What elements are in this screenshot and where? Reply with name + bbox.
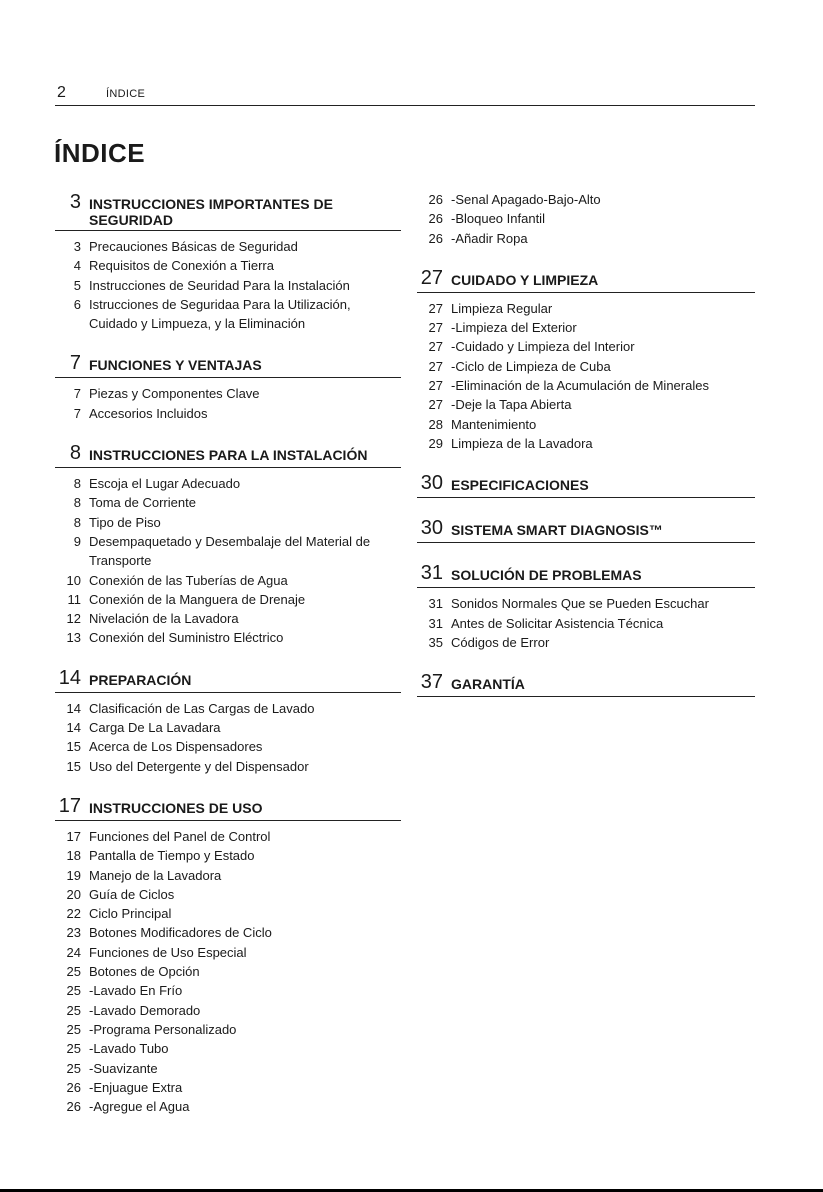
entry-page-number: 31 xyxy=(428,615,443,631)
entry-page-number: 26 xyxy=(428,211,443,227)
entry-page-number: 26 xyxy=(428,192,443,207)
entry-page-number: 28 xyxy=(428,416,443,432)
entry-page-number: 25 xyxy=(66,1021,81,1037)
entry-page-number: 14 xyxy=(66,700,81,716)
section-title: INSTRUCCIONES IMPORTANTES DE SEGURIDAD xyxy=(89,196,333,228)
entry-title: Nivelación de la Lavadora xyxy=(89,611,239,627)
entry-title: -Ciclo de Limpieza de Cuba xyxy=(451,358,611,374)
toc-section xyxy=(417,670,755,697)
entry-page-number: 26 xyxy=(66,1079,81,1095)
header-title: ÍNDICE xyxy=(106,88,146,100)
section-title: SISTEMA SMART DIAGNOSIS™ xyxy=(451,522,663,539)
toc-entry[interactable] xyxy=(55,590,401,609)
toc-entry[interactable] xyxy=(55,256,401,275)
toc-entry[interactable] xyxy=(55,757,401,776)
entry-page-number: 27 xyxy=(428,339,443,355)
section-header[interactable] xyxy=(417,670,755,697)
entry-title: Manejo de la Lavadora xyxy=(89,867,222,883)
entry-title: Funciones de Uso Especial xyxy=(89,944,247,960)
section-title: INSTRUCCIONES DE USO xyxy=(89,799,263,816)
toc-entry[interactable] xyxy=(417,434,755,453)
toc-entry[interactable] xyxy=(55,904,401,923)
toc-entry[interactable] xyxy=(55,737,401,756)
toc-section xyxy=(55,351,401,423)
entry-page-number: 25 xyxy=(66,1002,81,1018)
toc-section xyxy=(417,561,755,652)
toc-entry[interactable] xyxy=(417,209,755,228)
section-page-number: 17 xyxy=(58,794,81,817)
entry-page-number: 29 xyxy=(428,435,443,451)
entry-page-number: 13 xyxy=(66,630,81,646)
right-sections xyxy=(417,266,755,697)
entry-title: Limpieza de la Lavadora xyxy=(451,435,593,451)
section-page-number: 27 xyxy=(420,266,443,289)
toc-entry[interactable] xyxy=(55,276,401,295)
toc-entry[interactable] xyxy=(417,614,755,633)
entry-title: -Suavizante xyxy=(89,1060,158,1076)
toc-entry[interactable] xyxy=(55,384,401,403)
entry-page-number: 27 xyxy=(428,378,443,394)
entry-title: Conexión del Suministro Eléctrico xyxy=(89,630,284,646)
entry-page-number: 26 xyxy=(66,1099,81,1115)
entry-page-number: 22 xyxy=(66,906,81,922)
entry-page-number: 15 xyxy=(66,739,81,755)
entry-title: Requisitos de Conexión a Tierra xyxy=(89,258,274,274)
entry-title: -Lavado En Frío xyxy=(89,983,183,999)
toc-entry[interactable] xyxy=(55,885,401,904)
entry-page-number: 25 xyxy=(66,1060,81,1076)
toc-entry[interactable] xyxy=(55,474,401,493)
toc-entry[interactable] xyxy=(55,609,401,628)
toc-right-column xyxy=(417,190,755,715)
entry-title: Clasificación de Las Cargas de Lavado xyxy=(89,700,315,716)
page-title: ÍNDICE xyxy=(54,138,146,168)
entry-page-number: 12 xyxy=(66,611,81,627)
entry-title: Botones Modificadores de Ciclo xyxy=(89,925,272,941)
toc-entry[interactable] xyxy=(55,404,401,423)
entry-page-number: 27 xyxy=(428,358,443,374)
section-header[interactable] xyxy=(55,351,401,378)
entry-page-number: 24 xyxy=(66,944,81,960)
entry-title: -Senal Apagado-Bajo-Alto xyxy=(451,192,601,207)
entry-page-number: 26 xyxy=(428,230,443,246)
toc-entry[interactable] xyxy=(55,628,401,647)
entry-title: Funciones del Panel de Control xyxy=(89,828,271,844)
entry-page-number: 7 xyxy=(73,386,81,402)
toc-entry[interactable] xyxy=(55,981,401,1000)
entry-page-number: 31 xyxy=(428,596,443,612)
section-header[interactable] xyxy=(55,190,401,231)
entry-title: Mantenimiento xyxy=(451,416,537,432)
entry-title: Carga De La Lavadara xyxy=(89,720,221,736)
section-title: SOLUCIÓN DE PROBLEMAS xyxy=(451,567,642,584)
entry-page-number: 25 xyxy=(66,964,81,980)
section-header[interactable] xyxy=(55,666,401,693)
toc-entry[interactable] xyxy=(417,299,755,318)
toc-section xyxy=(417,471,755,498)
entry-page-number: 5 xyxy=(73,277,81,293)
entry-title: -Añadir Ropa xyxy=(451,230,528,246)
entry-page-number: 8 xyxy=(73,495,81,511)
entry-page-number: 8 xyxy=(73,514,81,530)
entry-title: -Cuidado y Limpieza del Interior xyxy=(451,339,635,355)
toc-entry[interactable] xyxy=(55,827,401,846)
section-title: PREPARACIÓN xyxy=(89,671,192,688)
section-page-number: 30 xyxy=(420,517,443,540)
entry-title: -Eliminación de la Acumulación de Minerales xyxy=(451,378,709,394)
toc-entry[interactable] xyxy=(55,923,401,942)
toc-entry[interactable] xyxy=(55,513,401,532)
entry-page-number: 3 xyxy=(73,239,81,254)
entry-title: -Bloqueo Infantil xyxy=(451,211,545,227)
entry-title: Códigos de Error xyxy=(451,634,550,650)
toc-entry[interactable] xyxy=(417,190,755,209)
entry-page-number: 7 xyxy=(73,405,81,421)
entry-page-number: 27 xyxy=(428,300,443,316)
entry-title: Conexión de la Manguera de Drenaje xyxy=(89,591,306,607)
toc-entry[interactable] xyxy=(417,594,755,613)
entry-title: Ciclo Principal xyxy=(89,906,172,922)
entry-title: -Limpieza del Exterior xyxy=(451,320,577,336)
toc-entry[interactable] xyxy=(55,295,401,334)
entry-title: Antes de Solicitar Asistencia Técnica xyxy=(451,615,664,631)
entry-title: Pantalla de Tiempo y Estado xyxy=(89,848,255,864)
section-header[interactable] xyxy=(417,266,755,293)
entry-page-number: 27 xyxy=(428,320,443,336)
toc-entry[interactable] xyxy=(417,395,755,414)
section-page-number: 37 xyxy=(420,671,443,694)
toc-entry[interactable] xyxy=(417,376,755,395)
section-page-number: 14 xyxy=(58,666,81,689)
page-header xyxy=(55,86,755,106)
toc-entry[interactable] xyxy=(55,571,401,590)
toc-entry[interactable] xyxy=(417,633,755,652)
section-header[interactable] xyxy=(417,516,755,543)
entry-title: -Enjuague Extra xyxy=(89,1079,183,1095)
entry-page-number: 6 xyxy=(73,296,81,312)
toc-entry[interactable] xyxy=(417,229,755,248)
toc-entry[interactable] xyxy=(55,1059,401,1078)
entry-title: Istrucciones de Seguridaa Para la Utilización, Cuidado y Limpueza, y la Eliminación xyxy=(89,296,351,332)
entry-title: Toma de Corriente xyxy=(89,495,196,511)
toc-section xyxy=(55,794,401,1116)
toc-entry[interactable] xyxy=(55,718,401,737)
entry-title: -Lavado Tubo xyxy=(89,1041,169,1057)
entry-title: Botones de Opción xyxy=(89,964,200,980)
toc-entry[interactable] xyxy=(417,318,755,337)
section-header[interactable] xyxy=(417,561,755,588)
toc-section xyxy=(417,266,755,453)
toc-entry[interactable] xyxy=(55,532,401,571)
entry-page-number: 27 xyxy=(428,397,443,413)
entry-page-number: 23 xyxy=(66,925,81,941)
entry-page-number: 14 xyxy=(66,720,81,736)
toc-entry[interactable] xyxy=(55,866,401,885)
entry-page-number: 15 xyxy=(66,758,81,774)
section-header[interactable] xyxy=(55,441,401,468)
toc-entry[interactable] xyxy=(55,962,401,981)
section-page-number: 8 xyxy=(69,442,81,465)
section-title: FUNCIONES Y VENTAJAS xyxy=(89,357,262,374)
toc-entry[interactable] xyxy=(417,415,755,434)
toc-entry[interactable] xyxy=(55,237,401,256)
section-header[interactable] xyxy=(417,471,755,498)
entry-title: Uso del Detergente y del Dispensador xyxy=(89,758,309,774)
toc-entry[interactable] xyxy=(55,1039,401,1058)
toc-entry[interactable] xyxy=(55,1097,401,1116)
entry-title: Escoja el Lugar Adecuado xyxy=(89,476,241,492)
toc-entry[interactable] xyxy=(417,337,755,356)
entry-title: -Lavado Demorado xyxy=(89,1002,201,1018)
toc-entry[interactable] xyxy=(417,357,755,376)
section-page-number: 31 xyxy=(420,562,443,585)
entry-title: Accesorios Incluidos xyxy=(89,405,208,421)
entry-title: -Deje la Tapa Abierta xyxy=(451,397,572,413)
toc-entry[interactable] xyxy=(55,943,401,962)
entry-page-number: 8 xyxy=(73,476,81,492)
entry-title: Instrucciones de Seuridad Para la Instalación xyxy=(89,277,350,293)
toc-entry[interactable] xyxy=(55,493,401,512)
entry-page-number: 25 xyxy=(66,983,81,999)
toc-section xyxy=(55,666,401,776)
toc-entry[interactable] xyxy=(55,1001,401,1020)
entry-title: Precauciones Básicas de Seguridad xyxy=(89,239,298,254)
entry-page-number: 18 xyxy=(66,848,81,864)
entry-title: Acerca de Los Dispensadores xyxy=(89,739,263,755)
entry-page-number: 4 xyxy=(73,258,81,274)
section-title: INSTRUCCIONES PARA LA INSTALACIÓN xyxy=(89,447,368,464)
entry-title: Limpieza Regular xyxy=(451,300,553,316)
entry-page-number: 19 xyxy=(66,867,81,883)
entry-title: -Programa Personalizado xyxy=(89,1021,237,1037)
toc-section xyxy=(55,190,401,333)
section-page-number: 3 xyxy=(69,191,81,213)
toc-left-column xyxy=(55,190,401,1134)
section-header[interactable] xyxy=(55,794,401,821)
entry-title: Sonidos Normales Que se Pueden Escuchar xyxy=(451,596,709,612)
entry-page-number: 10 xyxy=(66,572,81,588)
toc-entry[interactable] xyxy=(55,699,401,718)
entry-page-number: 11 xyxy=(67,591,81,607)
section-title: CUIDADO Y LIMPIEZA xyxy=(451,271,599,288)
continued-entries xyxy=(417,190,755,248)
entry-page-number: 17 xyxy=(66,828,81,844)
toc-entry[interactable] xyxy=(55,846,401,865)
section-title: GARANTÍA xyxy=(451,676,525,693)
section-page-number: 7 xyxy=(69,352,81,375)
toc-section xyxy=(55,441,401,648)
entry-title: -Agregue el Agua xyxy=(89,1099,190,1115)
page-number: 2 xyxy=(57,84,66,101)
entry-page-number: 25 xyxy=(66,1041,81,1057)
section-page-number: 30 xyxy=(420,472,443,495)
entry-title: Piezas y Componentes Clave xyxy=(89,386,260,402)
entry-page-number: 35 xyxy=(428,634,443,650)
toc-entry[interactable] xyxy=(55,1020,401,1039)
toc-entry[interactable] xyxy=(55,1078,401,1097)
entry-title: Guía de Ciclos xyxy=(89,886,175,902)
toc-section xyxy=(417,516,755,543)
entry-title: Desempaquetado y Desembalaje del Material de Transporte xyxy=(89,533,371,569)
entry-page-number: 20 xyxy=(66,886,81,902)
entry-title: Conexión de las Tuberías de Agua xyxy=(89,572,288,588)
entry-title: Tipo de Piso xyxy=(89,514,161,530)
entry-page-number: 9 xyxy=(73,533,81,549)
section-title: ESPECIFICACIONES xyxy=(451,477,589,494)
